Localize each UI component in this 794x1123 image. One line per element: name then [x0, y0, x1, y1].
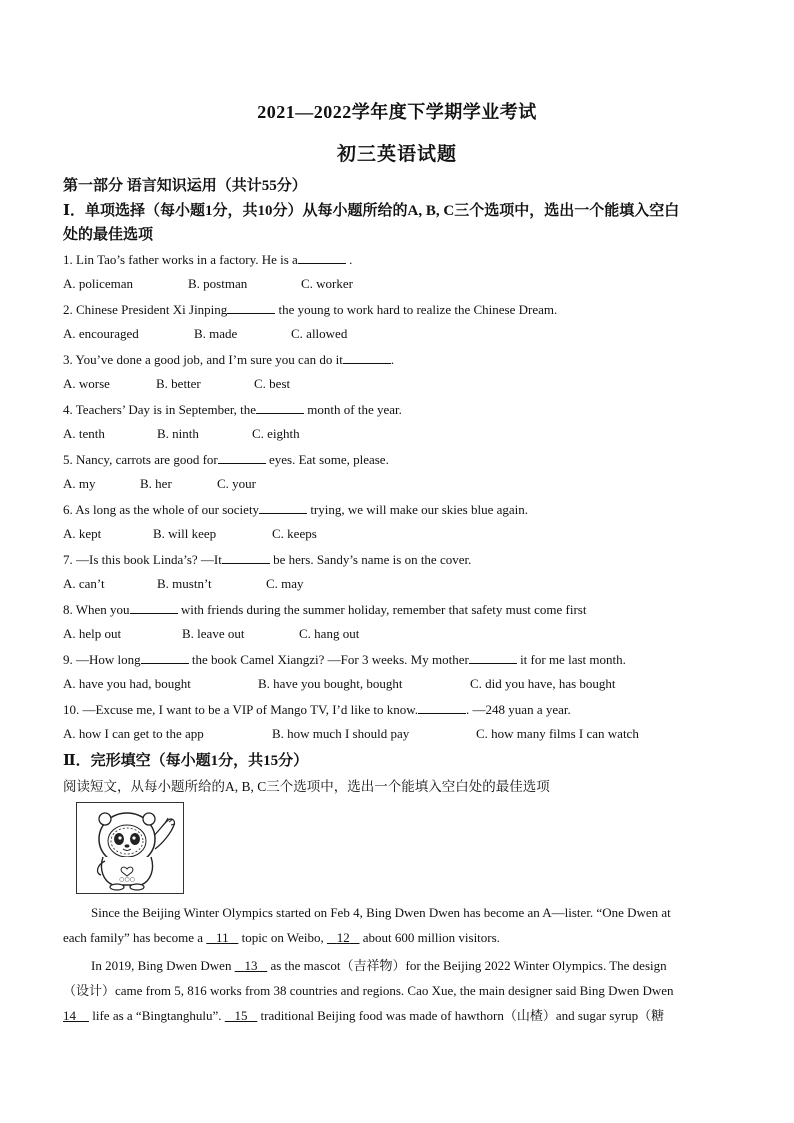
q8-option-c: C. hang out: [299, 626, 360, 641]
question-6: 6. As long as the whole of our society trying, we will make our skies blue again.: [63, 502, 529, 517]
blank-14: 14: [63, 1008, 76, 1023]
question-10: 10. —Excuse me, I want to be a VIP of Mango TV, I’d like to know. . —248 yuan a year.: [63, 702, 571, 717]
question-3: 3. You’ve done a good job, and I’m sure you can do it .: [63, 352, 395, 367]
answer-blank: [469, 651, 517, 664]
question-7: 7. —Is this book Linda’s? —It be hers. Sandy’s name is on the cover.: [63, 552, 472, 567]
question-9: 9. —How long the book Camel Xiangzi? —For 3 weeks. My mother it for me last month.: [63, 652, 626, 667]
q7-option-a: A. can’t: [63, 576, 105, 591]
q1-option-a: A. policeman: [63, 276, 134, 291]
svg-text:○○○: ○○○: [119, 876, 135, 883]
section2-instruction: 阅读短文，从每小题所给的A, B, C三个选项中，选出一个能填入空白处的最佳选项: [63, 779, 550, 794]
passage-line-3: In 2019, Bing Dwen Dwen 13 as the mascot（吉祥物）for the Beijing 2022 Winter Olympics. The design: [91, 958, 667, 973]
answer-blank: [298, 251, 346, 264]
section1-header-cont: 处的最佳选项: [63, 227, 154, 243]
answer-blank: [259, 501, 307, 514]
q9-option-c: C. did you have, has bought: [470, 676, 616, 691]
answer-blank: [418, 701, 466, 714]
q2-option-a: A. encouraged: [63, 326, 139, 341]
q2-option-c: C. allowed: [291, 326, 348, 341]
answer-blank: [256, 401, 304, 414]
q10-option-a: A. how I can get to the app: [63, 726, 204, 741]
answer-blank: [222, 551, 270, 564]
q5-option-b: B. her: [140, 476, 172, 491]
blank-15: 15: [234, 1008, 248, 1023]
passage-line-1: Since the Beijing Winter Olympics started on Feb 4, Bing Dwen Dwen has become an A—lister. “One Dwen at: [91, 905, 671, 920]
q6-option-b: B. will keep: [153, 526, 217, 541]
bing-dwen-dwen-mascot-icon: [76, 802, 184, 894]
passage-line-5: 14 life as a “Bingtanghulu”. 15 traditional Beijing food was made of hawthorn（山楂）and sugar syrup（糖: [63, 1008, 665, 1023]
q5-option-a: A. my: [63, 476, 96, 491]
exam-title: 2021—2022学年度下学期学业考试: [257, 102, 537, 122]
section1-header: Ⅰ．单项选择（每小题1分，共10分）从每小题所给的A, B, C三个选项中，选出一个能填入空白: [63, 203, 680, 219]
q9-option-a: A. have you had, bought: [63, 676, 191, 691]
q7-option-c: C. may: [266, 576, 304, 591]
q7-option-b: B. mustn’t: [157, 576, 212, 591]
answer-blank: [343, 351, 391, 364]
q4-option-a: A. tenth: [63, 426, 105, 441]
answer-blank: [227, 301, 275, 314]
q6-option-a: A. kept: [63, 526, 102, 541]
q6-option-c: C. keeps: [272, 526, 317, 541]
question-8: 8. When you with friends during the summer holiday, remember that safety must come first: [63, 602, 587, 617]
question-4: 4. Teachers’ Day is in September, the month of the year.: [63, 402, 402, 417]
q10-option-c: C. how many films I can watch: [476, 726, 639, 741]
question-2: 2. Chinese President Xi Jinping the young to work hard to realize the Chinese Dream.: [63, 302, 558, 317]
q3-option-c: C. best: [254, 376, 291, 391]
q10-option-b: B. how much I should pay: [272, 726, 410, 741]
q3-option-a: A. worse: [63, 376, 110, 391]
blank-12: 12: [336, 930, 350, 945]
q3-option-b: B. better: [156, 376, 201, 391]
question-5: 5. Nancy, carrots are good for eyes. Eat some, please.: [63, 452, 389, 467]
q1-option-c: C. worker: [301, 276, 353, 291]
q8-option-b: B. leave out: [182, 626, 245, 641]
blank-13: 13: [244, 958, 258, 973]
exam-subtitle: 初三英语试题: [336, 144, 457, 165]
answer-blank: [130, 601, 178, 614]
q4-option-c: C. eighth: [252, 426, 300, 441]
part1-header: 第一部分 语言知识运用（共计55分）: [63, 178, 307, 194]
q8-option-a: A. help out: [63, 626, 122, 641]
q9-option-b: B. have you bought, bought: [258, 676, 403, 691]
answer-blank: [141, 651, 189, 664]
q1-option-b: B. postman: [188, 276, 248, 291]
q2-option-b: B. made: [194, 326, 238, 341]
blank-11: 11: [216, 930, 229, 945]
passage-line-2: each family” has become a 11 topic on Weibo, 12 about 600 million visitors.: [63, 930, 500, 945]
q4-option-b: B. ninth: [157, 426, 199, 441]
q5-option-c: C. your: [217, 476, 256, 491]
answer-blank: [218, 451, 266, 464]
section2-header: Ⅱ．完形填空（每小题1分，共15分）: [63, 753, 309, 769]
passage-line-4: （设计）came from 5, 816 works from 38 countries and regions. Cao Xue, the main designer said Bing Dwen Dwen: [63, 983, 674, 998]
question-1: 1. Lin Tao’s father works in a factory. He is a .: [63, 252, 353, 267]
